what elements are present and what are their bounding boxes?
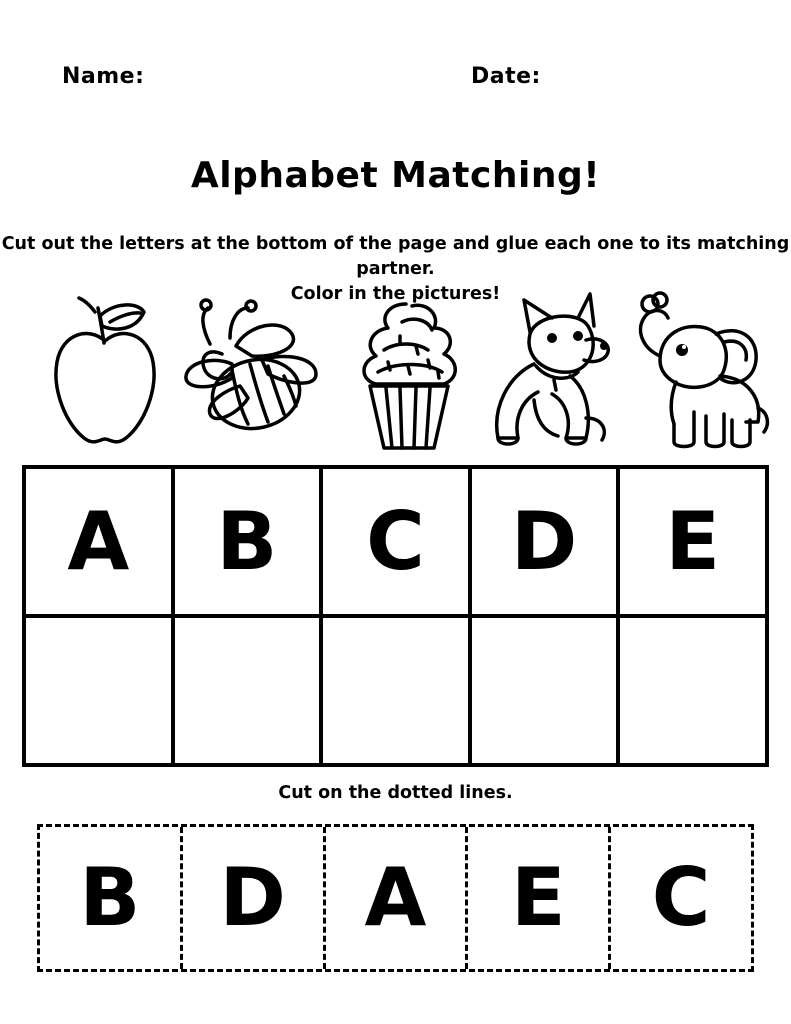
cut-out-cell-5[interactable]: [611, 827, 751, 969]
grid-row-letters: [26, 469, 765, 618]
grid-letter: B: [216, 494, 278, 588]
grid-row-answers: [26, 618, 765, 763]
grid-letter: C: [366, 494, 425, 588]
grid-letter: A: [67, 494, 130, 588]
date-label: Date:: [471, 64, 541, 89]
cut-out-letter: A: [364, 851, 427, 944]
instruction-line-2: Color in the pictures!: [290, 284, 501, 304]
grid-cell-letter-d[interactable]: [472, 469, 621, 614]
cut-out-cell-3[interactable]: [326, 827, 469, 969]
grid-letter: D: [510, 494, 578, 588]
cut-out-strip: [37, 824, 754, 972]
apple-illustration: [40, 296, 170, 456]
elephant-illustration: [620, 290, 770, 460]
grid-cell-answer-1[interactable]: [26, 618, 175, 763]
matching-grid: [22, 465, 769, 767]
cut-out-letter: C: [651, 851, 711, 944]
grid-cell-letter-c[interactable]: [323, 469, 472, 614]
grid-letter: E: [665, 494, 720, 588]
picture-row: [22, 288, 770, 463]
cut-out-cell-4[interactable]: [468, 827, 611, 969]
grid-cell-answer-5[interactable]: [620, 618, 765, 763]
grid-cell-answer-3[interactable]: [323, 618, 472, 763]
grid-cell-letter-e[interactable]: [620, 469, 765, 614]
grid-cell-answer-4[interactable]: [472, 618, 621, 763]
grid-cell-letter-a[interactable]: [26, 469, 175, 614]
cupcake-illustration: [344, 288, 474, 460]
cut-note: Cut on the dotted lines.: [278, 783, 513, 803]
header-row: [0, 64, 791, 98]
grid-cell-letter-b[interactable]: [175, 469, 324, 614]
instruction-line-1: Cut out the letters at the bottom of the page and glue each one to its matching partner.: [1, 234, 790, 279]
bee-illustration: [170, 298, 340, 453]
cut-out-cell-1[interactable]: [40, 827, 183, 969]
cut-out-letter: D: [219, 851, 286, 944]
grid-cell-answer-2[interactable]: [175, 618, 324, 763]
page-title: Alphabet Matching!: [190, 155, 601, 196]
cut-out-letter: B: [79, 851, 141, 944]
cut-out-letter: E: [510, 851, 566, 944]
dog-illustration: [474, 288, 614, 460]
cut-out-cell-2[interactable]: [183, 827, 326, 969]
name-label: Name:: [62, 64, 145, 89]
